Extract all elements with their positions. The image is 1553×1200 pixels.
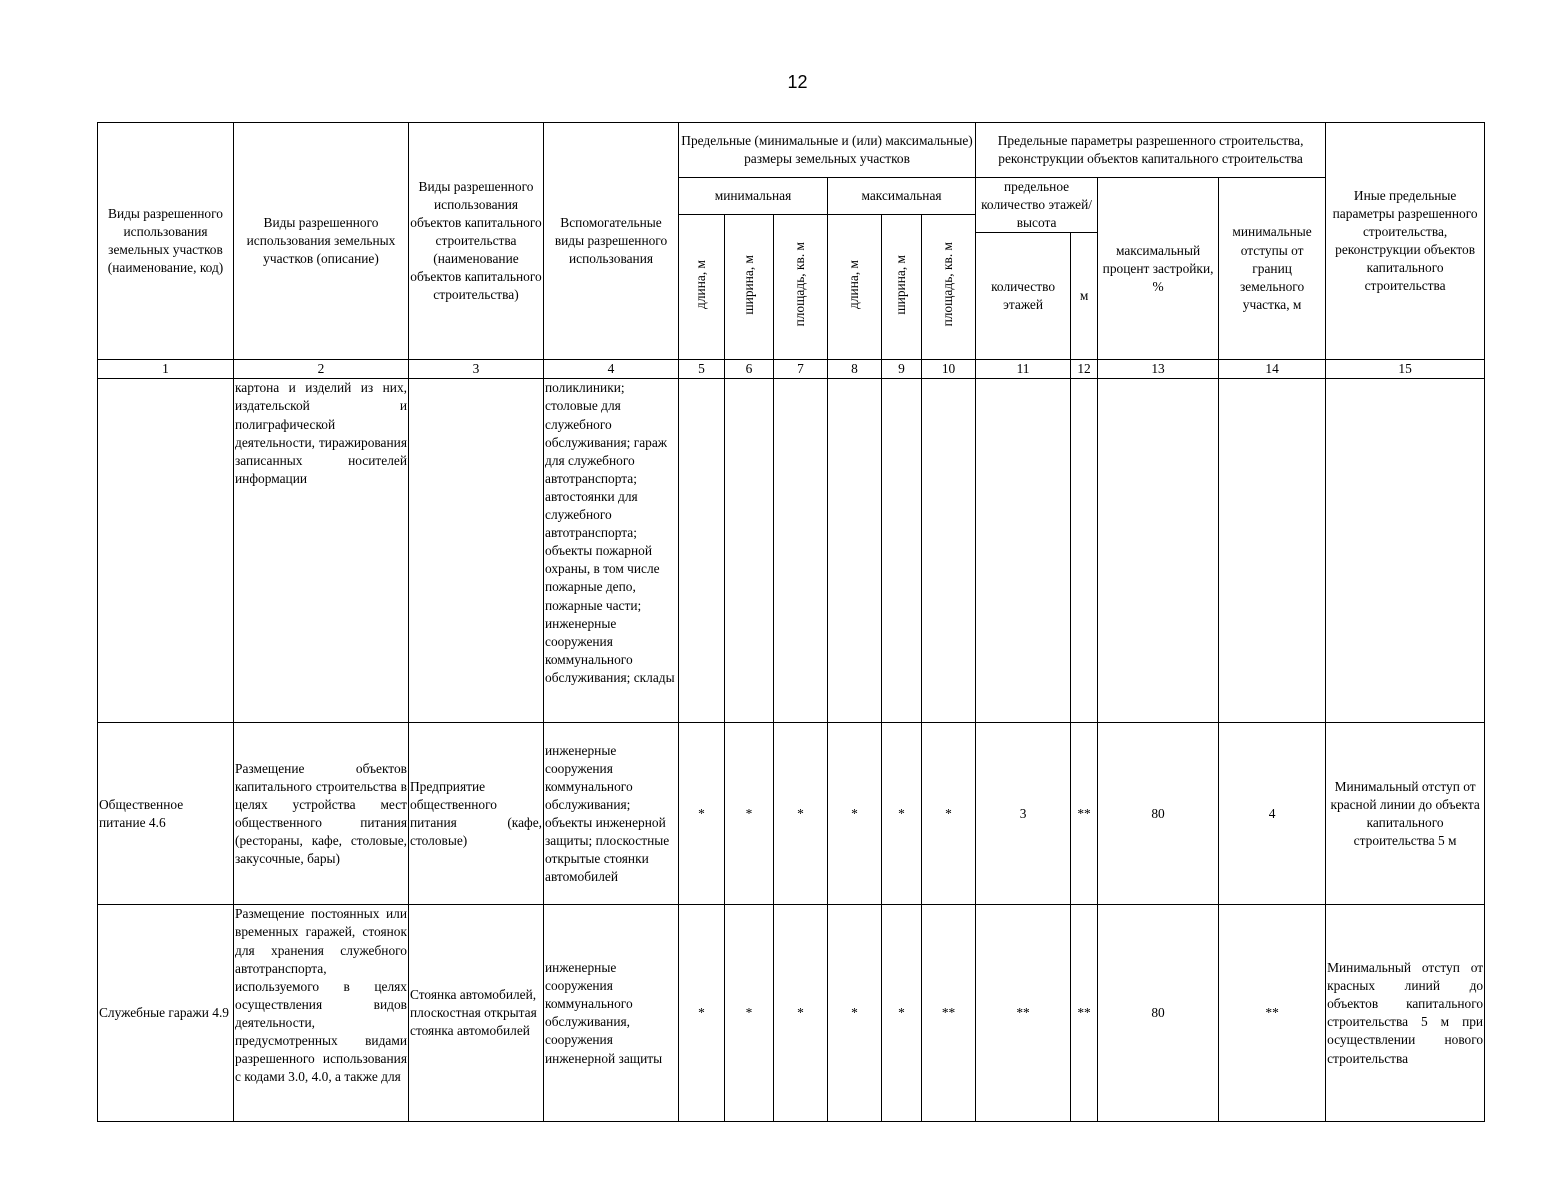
cell-min-width: [725, 379, 774, 723]
cell-capital-objects: Предприятие общественного питания (кафе, столовые): [409, 723, 544, 905]
column-number: 7: [774, 360, 828, 379]
cell-capital-objects: Стоянка автомобилей, плоскостная открытая стоянка автомобилей: [409, 905, 544, 1122]
cell-max-width: *: [882, 723, 922, 905]
cell-floors: [976, 379, 1071, 723]
column-number: 13: [1098, 360, 1219, 379]
cell-land-use-name: [98, 379, 234, 723]
header-group-params: Предельные параметры разрешенного строительства, реконструкции объектов капитального строительства: [976, 123, 1326, 178]
cell-land-use-description: картона и изделий из них, издательской и полиграфической деятельности, тиражирования записанных носителей информации: [234, 379, 409, 723]
cell-min-length: [679, 379, 725, 723]
cell-floors: **: [976, 905, 1071, 1122]
cell-min-indent: 4: [1219, 723, 1326, 905]
column-number: 9: [882, 360, 922, 379]
cell-floors: 3: [976, 723, 1071, 905]
column-number: 5: [679, 360, 725, 379]
cell-other-params: Минимальный отступ от красной линии до объекта капитального строительства 5 м: [1326, 723, 1485, 905]
column-number: 14: [1219, 360, 1326, 379]
column-number: 10: [922, 360, 976, 379]
table-row: [98, 379, 1485, 723]
header-min-width: ширина, м: [725, 215, 774, 360]
cell-max-percent: 80: [1098, 723, 1219, 905]
column-number: 6: [725, 360, 774, 379]
header-max-area: площадь, кв. м: [922, 215, 976, 360]
cell-min-length: *: [679, 723, 725, 905]
cell-other-params: Минимальный отступ от красных линий до объектов капитального строительства 5 м при осуществлении нового строительства: [1326, 905, 1485, 1122]
column-number: 15: [1326, 360, 1485, 379]
header-col2: Виды разрешенного использования земельных участков (описание): [234, 123, 409, 360]
cell-land-use-description: Размещение объектов капитального строительства в целях устройства мест общественного питания (рестораны, кафе, столовые, закусочные, бары): [234, 723, 409, 905]
page-number: 12: [787, 72, 808, 92]
header-col1: Виды разрешенного использования земельных участков (наименование, код): [98, 123, 234, 360]
header-min-indent: минимальные отступы от границ земельного участка, м: [1219, 178, 1326, 360]
header-floors-limit: предельное количество этажей/высота: [976, 178, 1098, 233]
cell-capital-objects: [409, 379, 544, 723]
column-number: 4: [544, 360, 679, 379]
cell-max-area: [922, 379, 976, 723]
cell-min-width: *: [725, 905, 774, 1122]
cell-height: [1071, 379, 1098, 723]
cell-auxiliary-uses: инженерные сооружения коммунального обслуживания; объекты инженерной защиты; плоскостные открытые стоянки автомобилей: [544, 723, 679, 905]
table-row: [98, 723, 1485, 905]
column-number: 1: [98, 360, 234, 379]
cell-min-area: *: [774, 723, 828, 905]
cell-max-percent: [1098, 379, 1219, 723]
land-use-table: [97, 122, 1485, 1122]
cell-min-indent: [1219, 379, 1326, 723]
cell-max-length: *: [828, 723, 882, 905]
column-number: 8: [828, 360, 882, 379]
header-min-length: длина, м: [679, 215, 725, 360]
cell-height: **: [1071, 723, 1098, 905]
header-minimal: минимальная: [679, 178, 828, 215]
header-max-width: ширина, м: [882, 215, 922, 360]
header-row-1: [98, 123, 1485, 178]
column-number: 11: [976, 360, 1071, 379]
header-max-percent: максимальный процент застройки, %: [1098, 178, 1219, 360]
cell-land-use-name: Служебные гаражи 4.9: [98, 905, 234, 1122]
column-number: 12: [1071, 360, 1098, 379]
cell-height: **: [1071, 905, 1098, 1122]
header-min-area: площадь, кв. м: [774, 215, 828, 360]
cell-auxiliary-uses: инженерные сооружения коммунального обслуживания, сооружения инженерной защиты: [544, 905, 679, 1122]
cell-auxiliary-uses: поликлиники; столовые для служебного обслуживания; гараж для служебного автотранспорта; автостоянки для служебного автотранспорта; объекты пожарной охраны, в том числе пожарные депо, пожарные части; инженерные сооружения коммунального обслуживания; склады: [544, 379, 679, 723]
column-number: 3: [409, 360, 544, 379]
cell-max-area: *: [922, 723, 976, 905]
header-meters: м: [1071, 233, 1098, 360]
cell-other-params: [1326, 379, 1485, 723]
cell-min-area: *: [774, 905, 828, 1122]
column-number: 2: [234, 360, 409, 379]
header-group-sizes: Предельные (минимальные и (или) максимальные) размеры земельных участков: [679, 123, 976, 178]
cell-min-width: *: [725, 723, 774, 905]
header-floors-count: количество этажей: [976, 233, 1071, 360]
cell-max-length: *: [828, 905, 882, 1122]
cell-min-length: *: [679, 905, 725, 1122]
header-col15: Иные предельные параметры разрешенного строительства, реконструкции объектов капитального строительства: [1326, 123, 1485, 360]
header-col3: Виды разрешенного использования объектов капитального строительства (наименование объектов капитального строительства): [409, 123, 544, 360]
table-row: [98, 905, 1485, 1122]
header-maximal: максимальная: [828, 178, 976, 215]
cell-min-area: [774, 379, 828, 723]
cell-land-use-description: Размещение постоянных или временных гаражей, стоянок для хранения служебного автотранспорта, используемого в целях осуществления видов деятельности, предусмотренных видами разрешенного использования с кодами 3.0, 4.0, а также для: [234, 905, 409, 1122]
header-col4: Вспомогательные виды разрешенного использования: [544, 123, 679, 360]
cell-min-indent: **: [1219, 905, 1326, 1122]
cell-max-percent: 80: [1098, 905, 1219, 1122]
cell-land-use-name: Общественное питание 4.6: [98, 723, 234, 905]
cell-max-length: [828, 379, 882, 723]
cell-max-width: [882, 379, 922, 723]
column-numbers-row: [98, 360, 1485, 379]
cell-max-width: *: [882, 905, 922, 1122]
cell-max-area: **: [922, 905, 976, 1122]
header-max-length: длина, м: [828, 215, 882, 360]
